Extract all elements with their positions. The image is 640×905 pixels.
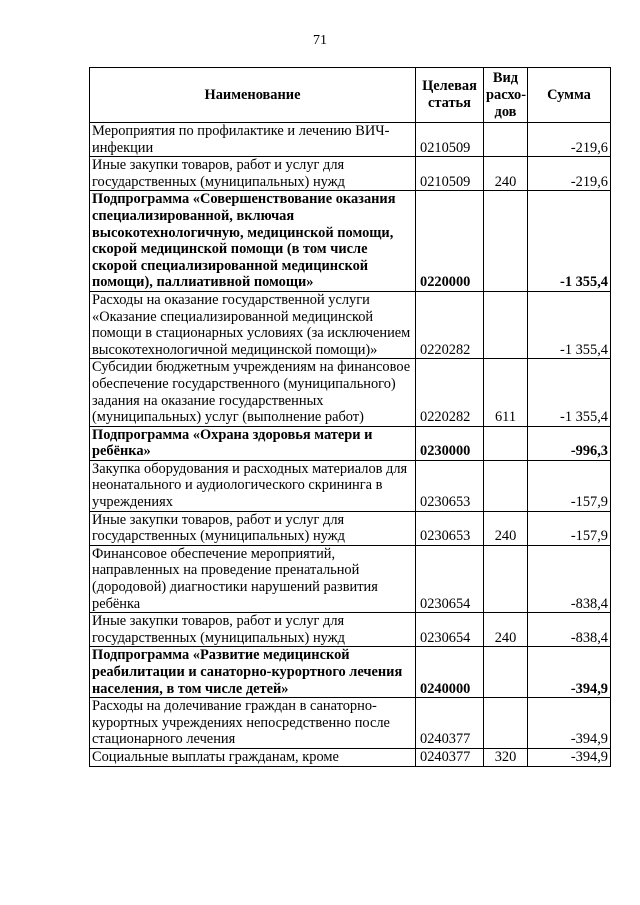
row-name: Иные закупки товаров, работ и услуг для государственных (муниципальных) нужд [90, 157, 416, 191]
row-sum: -1 355,4 [528, 291, 611, 358]
row-type [484, 647, 528, 698]
header-code: Целевая статья [416, 68, 484, 123]
table-row [90, 426, 611, 460]
table-row [90, 613, 611, 647]
row-name: Мероприятия по профилактике и лечению ВИЧ-инфекции [90, 123, 416, 157]
row-sum: -394,9 [528, 647, 611, 698]
table-row [90, 191, 611, 292]
table-row [90, 460, 611, 511]
table-row [90, 511, 611, 545]
row-name: Социальные выплаты гражданам, кроме [90, 748, 416, 766]
row-name: Расходы на долечивание граждан в санаторно-курортных учреждениях непосредственно после стационарного лечения [90, 698, 416, 749]
row-code: 0230653 [416, 511, 484, 545]
row-code: 0230654 [416, 613, 484, 647]
row-sum: -838,4 [528, 545, 611, 612]
row-type [484, 191, 528, 292]
row-name: Финансовое обеспечение мероприятий, направленных на проведение пренатальной (дородовой) диагностики нарушений развития ребёнка [90, 545, 416, 612]
table-row [90, 647, 611, 698]
row-type: 320 [484, 748, 528, 766]
table-row [90, 123, 611, 157]
row-code: 0240377 [416, 698, 484, 749]
budget-table [89, 67, 611, 767]
table-row [90, 359, 611, 426]
row-type [484, 698, 528, 749]
table-header-row [90, 68, 611, 123]
row-name: Иные закупки товаров, работ и услуг для государственных (муниципальных) нужд [90, 613, 416, 647]
row-code: 0220282 [416, 291, 484, 358]
row-sum: -838,4 [528, 613, 611, 647]
row-sum: -219,6 [528, 123, 611, 157]
row-code: 0220000 [416, 191, 484, 292]
row-type [484, 460, 528, 511]
row-sum: -219,6 [528, 157, 611, 191]
row-type [484, 291, 528, 358]
row-type: 240 [484, 613, 528, 647]
header-name: Наименование [90, 68, 416, 123]
table-row [90, 698, 611, 749]
row-code: 0230000 [416, 426, 484, 460]
row-code: 0240377 [416, 748, 484, 766]
row-sum: -394,9 [528, 748, 611, 766]
row-name: Иные закупки товаров, работ и услуг для государственных (муниципальных) нужд [90, 511, 416, 545]
row-name: Подпрограмма «Совершенствование оказания специализированной, включая высокотехнологичную, медицинской помощи, скорой медицинской помощи (в том числе скорой специализированной медицинской помощи), паллиативной помощи» [90, 191, 416, 292]
row-code: 0230654 [416, 545, 484, 612]
row-name: Субсидии бюджетным учреждениям на финансовое обеспечение государственного (муниципального) задания на оказание государственных (муниципальных) услуг (выполнение работ) [90, 359, 416, 426]
row-sum: -996,3 [528, 426, 611, 460]
row-name: Закупка оборудования и расходных материалов для неонатального и аудиологического скрининга в учреждениях [90, 460, 416, 511]
row-code: 0240000 [416, 647, 484, 698]
row-name: Подпрограмма «Развитие медицинской реабилитации и санаторно-курортного лечения населения, в том числе детей» [90, 647, 416, 698]
header-sum: Сумма [528, 68, 611, 123]
row-code: 0210509 [416, 157, 484, 191]
row-type: 611 [484, 359, 528, 426]
row-type: 240 [484, 511, 528, 545]
row-code: 0230653 [416, 460, 484, 511]
row-name: Расходы на оказание государственной услуги «Оказание специализированной медицинской помощи в стационарных условиях (за исключением высокотехнологичной медицинской помощи)» [90, 291, 416, 358]
table-row [90, 748, 611, 766]
row-type [484, 545, 528, 612]
row-sum: -157,9 [528, 511, 611, 545]
header-type: Вид расхо-дов [484, 68, 528, 123]
row-name: Подпрограмма «Охрана здоровья матери и ребёнка» [90, 426, 416, 460]
row-sum: -157,9 [528, 460, 611, 511]
table-row [90, 545, 611, 612]
table-row [90, 157, 611, 191]
page-number: 71 [313, 33, 327, 48]
row-sum: -394,9 [528, 698, 611, 749]
row-sum: -1 355,4 [528, 191, 611, 292]
row-type [484, 426, 528, 460]
row-sum: -1 355,4 [528, 359, 611, 426]
row-type: 240 [484, 157, 528, 191]
row-code: 0220282 [416, 359, 484, 426]
row-code: 0210509 [416, 123, 484, 157]
row-type [484, 123, 528, 157]
table-row [90, 291, 611, 358]
